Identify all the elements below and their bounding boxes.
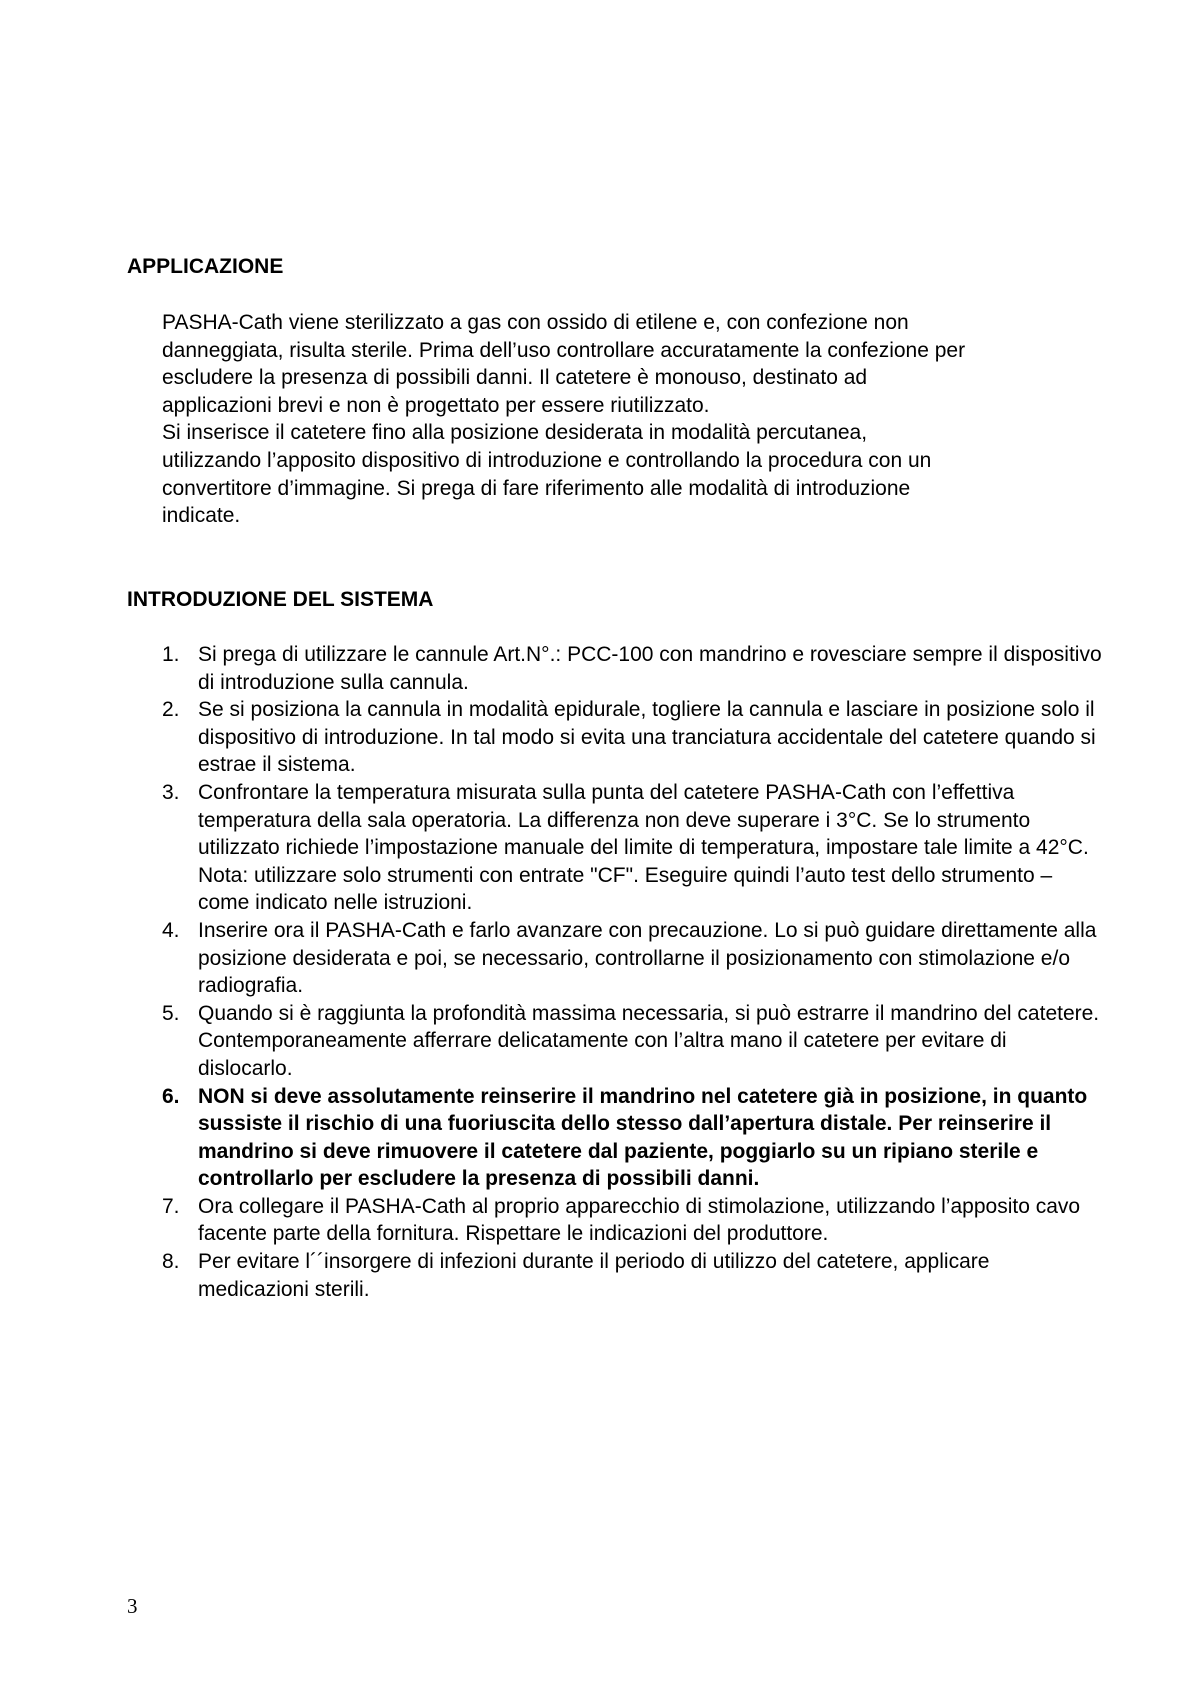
list-item-number: 2.	[162, 698, 180, 722]
list-item-text: Se si posiziona la cannula in modalità epidurale, togliere la cannula e lasciare in posizione solo il dispositivo di introduzione. In tal modo si evita una tranciatura accidentale del catetere quando si estrae il sistema.	[198, 698, 1096, 777]
applicazione-paragraph	[162, 309, 1092, 530]
list-item	[162, 641, 1102, 696]
list-item-text: Per evitare l´´insorgere di infezioni durante il periodo di utilizzo del catetere, applicare medicazioni sterili.	[198, 1250, 990, 1301]
list-item-number: 8.	[162, 1250, 180, 1274]
paragraph-line: applicazioni brevi e non è progettato per essere riutilizzato.	[162, 393, 710, 417]
page-number: 3	[127, 1594, 138, 1618]
list-item-number: 3.	[162, 780, 180, 804]
list-item-number: 6.	[162, 1084, 180, 1108]
list-item	[162, 1193, 1102, 1248]
list-item-text: Inserire ora il PASHA-Cath e farlo avanzare con precauzione. Lo si può guidare direttamente alla posizione desiderata e poi, se necessario, controllarne il posizionamento con stimolazione e/o radiografia.	[198, 918, 1097, 998]
section-heading-introduzione: INTRODUZIONE DEL SISTEMA	[127, 588, 434, 611]
list-item-text: Si prega di utilizzare le cannule Art.N°.: PCC-100 con mandrino e rovesciare sempre il dispositivo di introduzione sulla cannula.	[198, 643, 1102, 694]
list-item-text: Ora collegare il PASHA-Cath al proprio apparecchio di stimolazione, utilizzando l’apposito cavo facente parte della fornitura. Rispettare le indicazioni del produttore.	[198, 1194, 1081, 1246]
list-item-text: Quando si è raggiunta la profondità massima necessaria, si può estrarre il mandrino del catetere. Contemporaneamente afferrare delicatamente con l’altra mano il catetere per evitare di dislocarlo.	[198, 1001, 1100, 1080]
introduzione-steps-list	[162, 641, 1102, 1303]
section-heading-applicazione: APPLICAZIONE	[127, 255, 284, 278]
paragraph-line: Si inserisce il catetere fino alla posizione desiderata in modalità percutanea,	[162, 421, 868, 445]
list-item-number: 1.	[162, 643, 180, 666]
paragraph-line: danneggiata, risulta sterile. Prima dell’uso controllare accuratamente la confezione per	[162, 338, 966, 362]
list-item-number: 7.	[162, 1194, 180, 1218]
list-item	[162, 917, 1102, 1000]
list-item-number: 4.	[162, 918, 180, 942]
paragraph-line: utilizzando l’apposito dispositivo di introduzione e controllando la procedura con un	[162, 448, 932, 472]
list-item	[162, 1248, 1102, 1303]
list-item	[162, 779, 1102, 917]
paragraph-line: indicate.	[162, 504, 241, 528]
list-item-number: 5.	[162, 1001, 180, 1025]
list-item-text: NON si deve assolutamente reinserire il mandrino nel catetere già in posizione, in quanto sussiste il rischio di una fuoriuscita dello stesso dall’apertura distale. Per reinserire il mandrino si deve rimuovere il catetere dal paziente, poggiarlo su un ripiano sterile e controllarlo per escludere la presenza di possibili danni.	[198, 1084, 1088, 1191]
list-item-warning	[162, 1083, 1102, 1193]
paragraph-line: convertitore d’immagine. Si prega di fare riferimento alle modalità di introduzione	[162, 476, 911, 500]
list-item	[162, 696, 1102, 779]
paragraph-line: escludere la presenza di possibili danni. Il catetere è monouso, destinato ad	[162, 366, 868, 390]
paragraph-line: PASHA-Cath viene sterilizzato a gas con ossido di etilene e, con confezione non	[162, 311, 909, 334]
list-item	[162, 1000, 1102, 1083]
list-item-text: Confrontare la temperatura misurata sulla punta del catetere PASHA-Cath con l’effettiva temperatura della sala operatoria. La differenza non deve superare i 3°C. Se lo strumento utilizzato richiede l’impostazione manuale del limite di temperatura, impostare tale limite a 42°C. Nota: utilizzare solo strumenti con entrate "CF". Eseguire quindi l’auto test dello strumento – come indicato nelle istruzioni.	[198, 780, 1089, 915]
